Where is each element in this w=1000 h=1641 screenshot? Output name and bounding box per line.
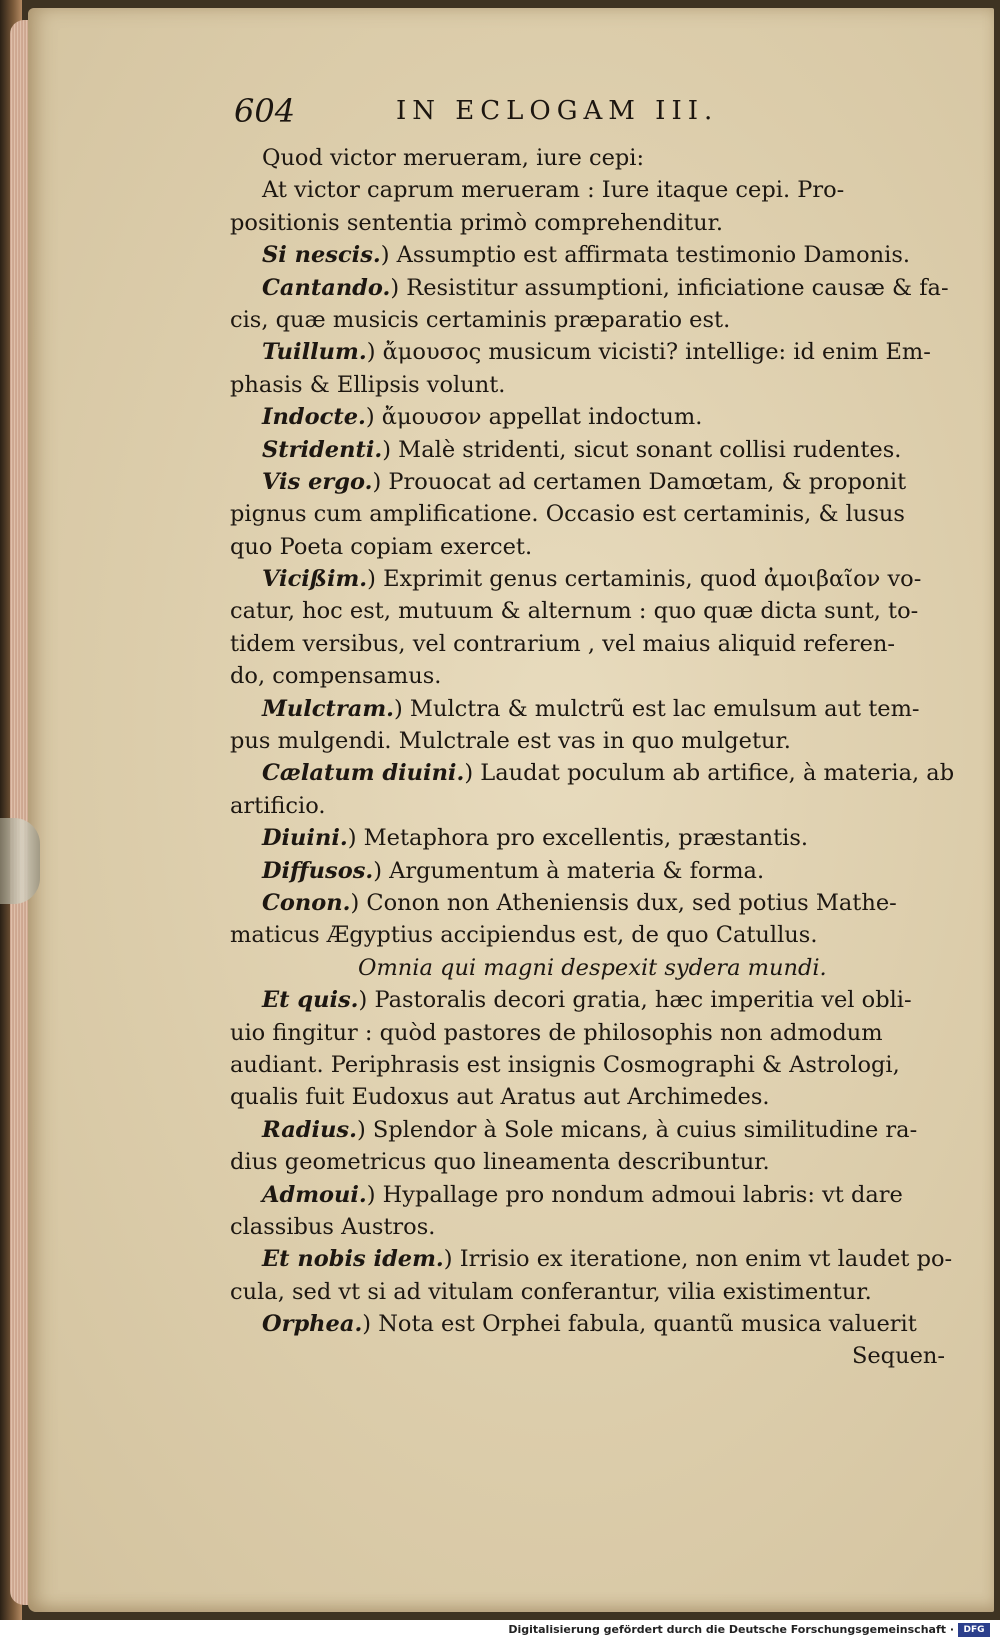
lemma: Tuillum. (262, 339, 367, 366)
text-line (230, 531, 945, 563)
line-text: ) Irrisio ex iteratione, non enim vt laudet po- (443, 1246, 953, 1273)
text-line (230, 466, 945, 498)
text-line (230, 757, 955, 789)
text-line (230, 595, 945, 627)
line-text: ) ἄμουσος musicum vicisti? intellige: id enim Em- (366, 339, 931, 366)
text-line (230, 1179, 945, 1211)
footer-bar (0, 1620, 1000, 1641)
line-text: ) Pastoralis decori gratia, hæc imperitia vel obli- (358, 987, 912, 1014)
text-line (230, 628, 945, 660)
line-text: tidem versibus, vel contrarium , vel maius aliquid referen- (230, 630, 896, 657)
lemma: Vis ergo. (262, 468, 373, 495)
lemma: Indocte. (262, 404, 366, 431)
line-text: quo Poeta copiam exercet. (230, 533, 533, 560)
lemma: Admoui. (262, 1181, 367, 1208)
line-text: audiant. Periphrasis est insignis Cosmographi & Astrologi, (230, 1051, 900, 1078)
footer-credit: Digitalisierung gefördert durch die Deutsche Forschungsgemeinschaft · (508, 1623, 954, 1636)
commentary-text (230, 142, 955, 1373)
book-clip (0, 818, 40, 904)
text-line (230, 855, 945, 887)
line-text: ) Malè stridenti, sicut sonant collisi rudentes. (382, 436, 902, 463)
text-line (230, 1049, 945, 1081)
line-text: ) Mulctra & mulctrũ est lac emulsum aut tem- (393, 695, 920, 722)
text-line (230, 304, 945, 336)
line-text: ) Exprimit genus certaminis, quod ἀμοιβαῖον vo- (367, 566, 922, 593)
text-line (230, 822, 945, 854)
text-line (230, 984, 945, 1016)
lemma: Stridenti. (262, 436, 383, 463)
lemma: Cælatum diuini. (262, 760, 465, 787)
line-text: dius geometricus quo lineamenta describuntur. (230, 1149, 770, 1176)
lemma: Conon. (262, 889, 351, 916)
line-text: pignus cum amplificatione. Occasio est certaminis, & lusus (230, 501, 905, 528)
line-text: ) Argumentum à materia & forma. (373, 857, 765, 884)
text-line (230, 1308, 945, 1340)
text-line (230, 336, 945, 368)
line-text: qualis fuit Eudoxus aut Aratus aut Archimedes. (230, 1084, 770, 1111)
text-line (230, 142, 945, 174)
text-line (230, 693, 945, 725)
text-line (230, 434, 945, 466)
lemma: Diuini. (262, 825, 348, 852)
text-line (230, 725, 945, 757)
line-text: ) Conon non Atheniensis dux, sed potius Mathe- (350, 889, 897, 916)
text-line (230, 887, 945, 919)
text-line (230, 1340, 945, 1372)
lemma: Diffusos. (262, 857, 374, 884)
line-text: artificio. (230, 792, 326, 819)
running-head: IN ECLOGAM III. (396, 96, 719, 126)
line-text: At victor caprum merueram : Iure itaque cepi. Pro- (262, 177, 845, 204)
lemma: Orphea. (262, 1311, 363, 1338)
text-line (230, 239, 945, 271)
text-line (230, 1017, 945, 1049)
dfg-logo: DFG (958, 1623, 990, 1637)
text-line (230, 401, 945, 433)
lemma: Et nobis idem. (262, 1246, 444, 1273)
line-text: ) Splendor à Sole micans, à cuius similitudine ra- (356, 1116, 918, 1143)
lemma: Et quis. (262, 987, 359, 1014)
line-text: ) Prouocat ad certamen Damœtam, & proponit (372, 468, 907, 495)
page-header (234, 92, 834, 132)
line-text: ) Laudat poculum ab artifice, à materia, ab (464, 760, 955, 787)
lemma: Radius. (262, 1116, 357, 1143)
text-line (230, 1211, 945, 1243)
line-text: cis, quæ musicis certaminis præparatio est. (230, 306, 731, 333)
page-number: 604 (234, 92, 296, 130)
text-line (230, 174, 945, 206)
line-text: ) ἄμουσον appellat indoctum. (365, 404, 703, 431)
text-line (230, 563, 945, 595)
line-text: positionis sententia primò comprehenditur. (230, 209, 724, 236)
line-text: ) Nota est Orphei fabula, quantũ musica valuerit (362, 1311, 917, 1338)
text-line (230, 1243, 953, 1275)
line-text: catur, hoc est, mutuum & alternum : quo quæ dicta sunt, to- (230, 598, 919, 625)
text-line (230, 369, 945, 401)
line-text: do, compensamus. (230, 663, 442, 690)
line-text: Omnia qui magni despexit sydera mundi. (358, 954, 827, 981)
line-text: Sequen- (851, 1343, 945, 1370)
text-line (230, 952, 945, 984)
line-text: phasis & Ellipsis volunt. (230, 371, 506, 398)
lemma: Cantando. (262, 274, 391, 301)
text-line (230, 1114, 945, 1146)
text-line (230, 272, 949, 304)
text-line (230, 660, 945, 692)
text-line (230, 207, 945, 239)
line-text: uio fingitur : quòd pastores de philosophis non admodum (230, 1019, 883, 1046)
line-text: pus mulgendi. Mulctrale est vas in quo mulgetur. (230, 728, 791, 755)
lemma: Si nescis. (262, 242, 381, 269)
line-text: ) Hypallage pro nondum admoui labris: vt dare (366, 1181, 903, 1208)
text-line (230, 1081, 945, 1113)
text-line (230, 919, 945, 951)
text-line (230, 1276, 945, 1308)
line-text: cula, sed vt si ad vitulam conferantur, vilia existimentur. (230, 1278, 872, 1305)
line-text: Quod victor merueram, iure cepi: (262, 145, 645, 171)
text-line (230, 498, 945, 530)
line-text: ) Resistitur assumptioni, inficiatione causæ & fa- (390, 274, 949, 301)
lemma: Mulctram. (262, 695, 394, 722)
text-line (230, 1146, 945, 1178)
text-line (230, 790, 945, 822)
lemma: Vicißim. (262, 566, 368, 593)
line-text: ) Metaphora pro excellentis, præstantis. (347, 825, 809, 852)
line-text: maticus Ægyptius accipiendus est, de quo Catullus. (230, 922, 818, 949)
line-text: ) Assumptio est affirmata testimonio Damonis. (380, 242, 911, 269)
line-text: classibus Austros. (230, 1213, 436, 1240)
